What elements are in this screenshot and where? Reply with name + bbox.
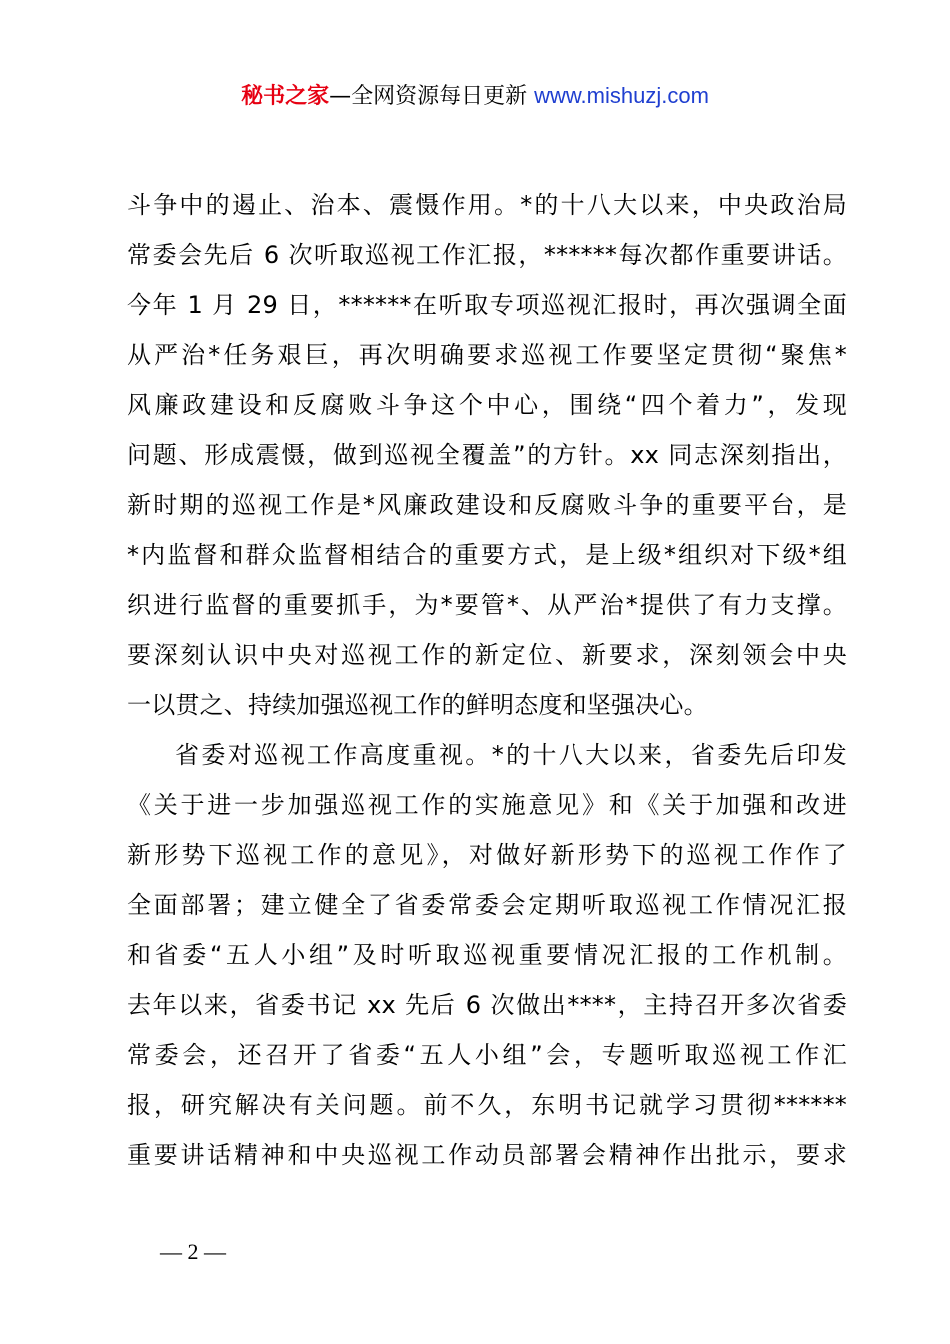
text-line: 斗争中的遏止、治本、震慑作用。*的十八大以来，中央政治局 bbox=[127, 191, 847, 219]
site-header bbox=[0, 80, 950, 113]
text-line: 从严治*任务艰巨，再次明确要求巡视工作要坚定贯彻“聚焦* bbox=[127, 341, 847, 369]
text-line: *内监督和群众监督相结合的重要方式，是上级*组织对下级*组 bbox=[127, 541, 847, 569]
text-line: 常委会，还召开了省委“五人小组”会，专题听取巡视工作汇 bbox=[127, 1041, 847, 1069]
text-line: 今年 1 月 29 日，******在听取专项巡视汇报时，再次强调全面 bbox=[127, 291, 847, 319]
text-line: 报，研究解决有关问题。前不久，东明书记就学习贯彻****** bbox=[127, 1091, 847, 1119]
text-line: 问题、形成震慑，做到巡视全覆盖”的方针。xx 同志深刻指出， bbox=[127, 441, 847, 469]
text-line: 常委会先后 6 次听取巡视工作汇报，******每次都作重要讲话。 bbox=[127, 241, 847, 269]
text-line: 织进行监督的重要抓手，为*要管*、从严治*提供了有力支撑。 bbox=[127, 591, 847, 619]
text-line: 去年以来，省委书记 xx 先后 6 次做出****，主持召开多次省委 bbox=[127, 991, 847, 1019]
brand-name: 秘书之家 bbox=[241, 84, 330, 109]
document-body bbox=[127, 180, 847, 1180]
text-line: 全面部署；建立健全了省委常委会定期听取巡视工作情况汇报 bbox=[127, 891, 847, 919]
text-line: 和省委“五人小组”及时听取巡视重要情况汇报的工作机制。 bbox=[127, 941, 847, 969]
paragraph-end-line: 一以贯之、持续加强巡视工作的鲜明态度和坚强决心。 bbox=[127, 691, 708, 719]
site-url-link[interactable]: www.mishuzj.com bbox=[534, 83, 709, 108]
page-number: — 2 — bbox=[160, 1239, 226, 1264]
text-line: 新形势下巡视工作的意见》，对做好新形势下的巡视工作作了 bbox=[127, 841, 847, 869]
header-tagline: —全网资源每日更新 bbox=[329, 84, 528, 109]
text-line: 《关于进一步加强巡视工作的实施意见》和《关于加强和改进 bbox=[127, 791, 847, 819]
text-line: 重要讲话精神和中央巡视工作动员部署会精神作出批示，要求 bbox=[127, 1141, 847, 1169]
paragraph-start-line: 省委对巡视工作高度重视。*的十八大以来，省委先后印发 bbox=[175, 741, 847, 769]
text-line: 要深刻认识中央对巡视工作的新定位、新要求，深刻领会中央 bbox=[127, 641, 847, 669]
text-line: 新时期的巡视工作是*风廉政建设和反腐败斗争的重要平台，是 bbox=[127, 491, 847, 519]
text-line: 风廉政建设和反腐败斗争这个中心，围绕“四个着力”，发现 bbox=[127, 391, 847, 419]
